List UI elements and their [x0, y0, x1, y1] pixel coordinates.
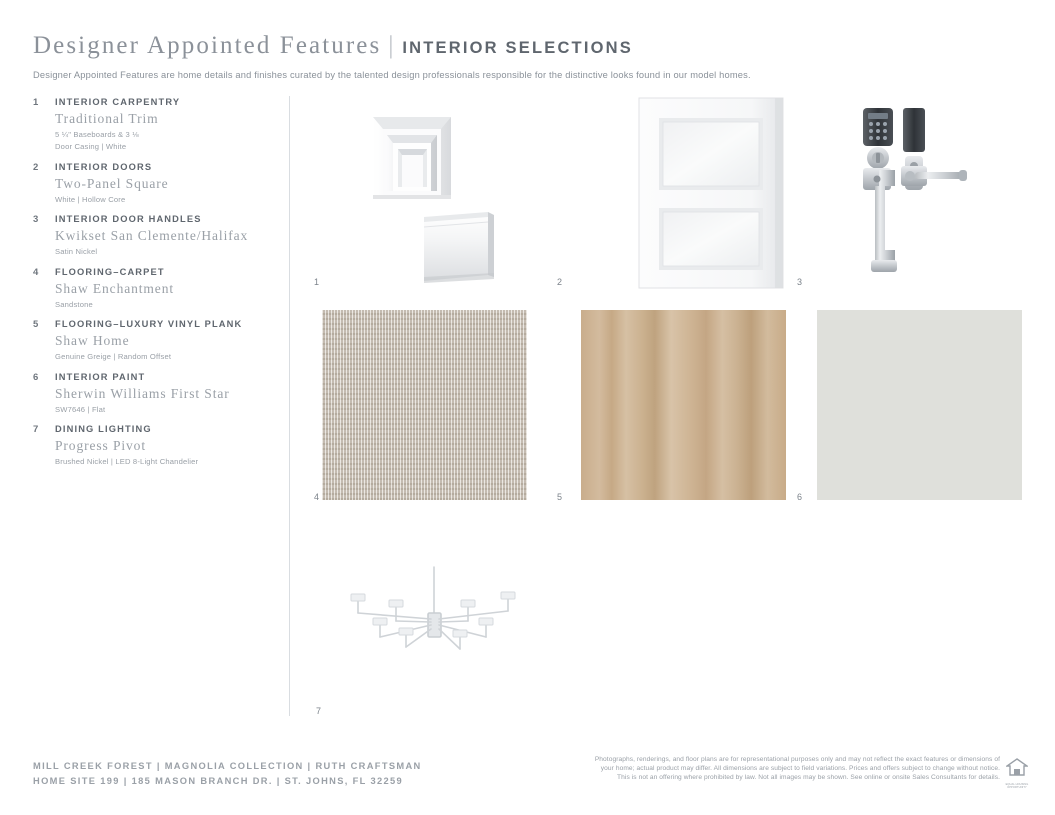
image-carpet-swatch: [322, 310, 527, 500]
grid-label-6: 6: [797, 492, 803, 502]
list-item: [33, 267, 283, 309]
legend-description-1: Brushed Nickel | LED 8-Light Chandelier: [55, 457, 199, 466]
legend-category: DINING LIGHTING: [55, 424, 152, 434]
list-item: [33, 214, 283, 256]
footer-line-1: MILL CREEK FOREST | MAGNOLIA COLLECTION | RUTH CRAFTSMAN: [33, 761, 422, 771]
grid-label-5: 5: [557, 492, 563, 502]
legend-description-1: SW7646 | Flat: [55, 404, 106, 414]
disclaimer-line-2: your home; actual product may differ. All dimensions are subject to field variations. Prices and offers subject to change without notice.: [600, 765, 1000, 772]
equal-housing-opportunity-logo: [1004, 757, 1030, 789]
legend-description-1: Genuine Greige | Random Offset: [55, 352, 172, 361]
legend-product-name: Sherwin Williams First Star: [55, 385, 230, 401]
legend-number: 7: [33, 424, 39, 435]
disclaimer-line-3: This is not an offering where prohibited by law. Not all images may be shown. See online or onsite Sales Consultants for details.: [617, 774, 1000, 781]
image-two-panel-door: [637, 96, 785, 291]
list-item: [33, 97, 283, 151]
legend-product-name: Kwikset San Clemente/Halifax: [55, 228, 249, 243]
footer-community-info: [33, 759, 422, 789]
page-header: [33, 32, 1023, 80]
grid-label-2: 2: [557, 277, 563, 287]
grid-label-3: 3: [797, 277, 803, 287]
legend-number: 5: [33, 319, 39, 330]
legend-product-name: Shaw Enchantment: [55, 280, 174, 296]
legend-category: FLOORING–CARPET: [55, 266, 165, 277]
legend-category: FLOORING–LUXURY VINYL PLANK: [55, 319, 243, 329]
legend-product-name: Shaw Home: [55, 333, 130, 348]
image-baseboard: [418, 205, 558, 285]
image-paint-swatch: [817, 310, 1022, 500]
legend-number: 2: [33, 161, 39, 173]
legend-product-name: Two-Panel Square: [55, 175, 169, 191]
legend-category: INTERIOR DOORS: [55, 161, 153, 172]
legend-number: 6: [33, 371, 39, 383]
legend-description-1: White | Hollow Core: [55, 194, 126, 204]
legend-category: INTERIOR DOOR HANDLES: [55, 214, 202, 224]
title-separator: |: [388, 32, 394, 59]
legend-description-1: 5 ¼" Baseboards & 3 ⅛: [55, 130, 139, 139]
grid-label-7: 7: [316, 706, 322, 716]
legend-category: INTERIOR CARPENTRY: [55, 97, 181, 107]
title-subtitle: INTERIOR SELECTIONS: [402, 39, 633, 57]
legend-category: INTERIOR PAINT: [55, 371, 146, 382]
grid-label-1: 1: [314, 277, 320, 287]
legend-product-name: Traditional Trim: [55, 111, 159, 126]
list-item: [33, 424, 283, 466]
legend-number: 4: [33, 266, 39, 278]
legend-description-1: Sandstone: [55, 299, 93, 309]
legend-product-name: Progress Pivot: [55, 438, 146, 453]
image-chandelier: [336, 565, 536, 675]
page-subtitle: Designer Appointed Features are home details and finishes curated by the talented design professionals responsible for the distinctive looks found in our model homes.: [33, 70, 751, 80]
image-door-handles: [855, 100, 1035, 280]
legend-description-2: Door Casing | White: [55, 142, 127, 151]
page-title: [33, 32, 1023, 60]
house-icon: [1006, 757, 1028, 777]
disclaimer-line-1: Photographs, renderings, and floor plans are for representational purposes only and may not reflect the exact features or dimensions of: [594, 756, 1000, 763]
title-main: Designer Appointed Features: [33, 32, 382, 59]
list-item: [33, 162, 283, 204]
list-item: [33, 319, 283, 361]
legend-number: 1: [33, 97, 39, 108]
grid-label-4: 4: [314, 492, 320, 502]
selections-legend: [33, 97, 283, 477]
eho-caption: EQUAL HOUSING OPPORTUNITY: [1005, 783, 1029, 789]
list-item: [33, 372, 283, 414]
image-lvp-swatch: [581, 310, 786, 500]
footer-disclaimer: [540, 755, 1000, 782]
legend-number: 3: [33, 214, 39, 225]
vertical-divider: [289, 96, 290, 716]
footer-line-2: HOME SITE 199 | 185 MASON BRANCH DR. | ST. JOHNS, FL 32259: [33, 776, 404, 786]
legend-description-1: Satin Nickel: [55, 247, 98, 256]
